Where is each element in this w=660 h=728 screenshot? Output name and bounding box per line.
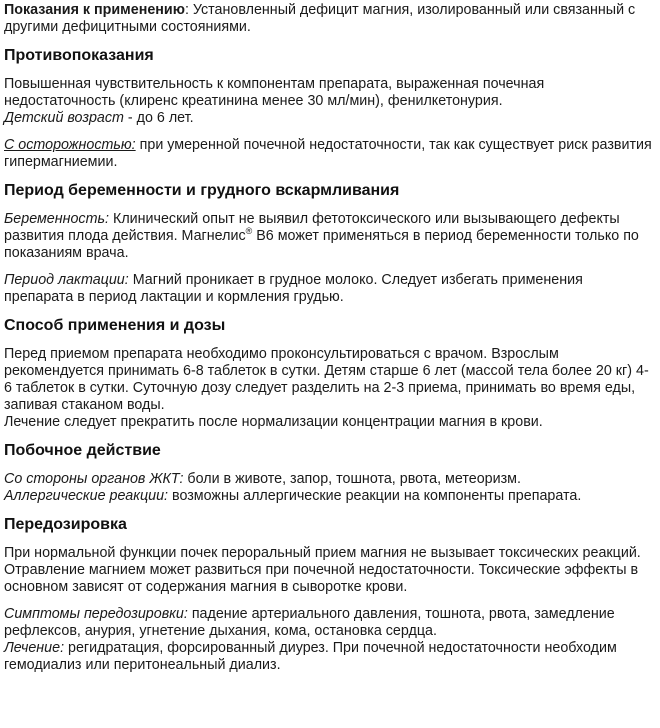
pregnancy-paragraph [4,211,654,262]
child-age-line [4,110,654,127]
allergy-text: возможны аллергические реакции на компоненты препарата. [172,488,582,504]
overdose-heading: Передозировка [4,516,127,533]
contraindications-heading: Противопоказания [4,47,154,64]
treatment-label: Лечение: [4,640,65,656]
symptoms-text: падение артериального давления, тошнота, рвота, замедление рефлексов, анурия, угнетение дыхания, кома, остановка сердца. [4,606,615,639]
overdose-text: При нормальной функции почек пероральный прием магния не вызывает токсических реакций. Отравление магнием может развиться при почечной недостаточности. Токсические эффекты в основном зависят от содержания магния в сыворотке крови. [4,545,641,595]
side-effects-heading: Побочное действие [4,442,161,459]
allergy-label: Аллергические реакции: [4,488,169,504]
indications-text: Установленный дефицит магния, изолированный или связанный с другими дефицитными состояниями. [4,2,636,35]
pregnancy-label: Беременность: [4,211,109,227]
caution-label: С осторожностью: [4,137,136,153]
dosage-text-2: Лечение следует прекратить после нормализации концентрации магния в крови. [4,414,543,430]
pregnancy-text-1: Клинический опыт не выявил фетотоксического или вызывающего дефекты развития плода действия. Магнелис [4,211,620,244]
contraindications-text: Повышенная чувствительность к компонентам препарата, выраженная почечная недостаточность (клиренс креатинина менее 30 мл/мин), фенилкетонурия. [4,76,545,109]
gi-line [4,471,654,488]
lactation-text: Магний проникает в грудное молоко. Следует избегать применения препарата в период лактации и кормления грудью. [4,272,583,305]
lactation-paragraph [4,272,654,306]
lactation-label: Период лактации: [4,272,129,288]
symptoms-paragraph [4,606,654,640]
child-age-label: Детский возраст [4,110,124,126]
symptoms-label: Симптомы передозировки: [4,606,188,622]
registered-mark: ® [245,226,253,237]
allergy-line [4,488,654,505]
caution-paragraph [4,137,654,171]
pregnancy-text-2: В6 может применяться в период беременности только по показаниям врача. [4,228,639,261]
indications-paragraph: Показания к применению: Установленный дефицит магния, изолированный или связанный с другими дефицитными состояниями. [4,2,636,35]
treatment-text: регидратация, форсированный диурез. При почечной недостаточности необходим гемодиализ или перитонеальный диализ. [4,640,617,673]
indications-label: Показания к применению [4,2,185,18]
treatment-paragraph [4,640,654,674]
child-age-text: - до 6 лет. [127,110,194,126]
caution-text: при умеренной почечной недостаточности, так как существует риск развития гипермагниемии. [4,137,652,170]
dosage-text: Перед приемом препарата необходимо проконсультироваться с врачом. Взрослым рекомендуется принимать 6-8 таблеток в сутки. Детям старше 6 лет (массой тела более 20 кг) 4-6 таблеток в сутки. Суточную дозу следует разделить на 2-3 приема, принимать во время еды, запивая стаканом воды. [4,346,649,413]
dosage-heading: Способ применения и дозы [4,317,226,334]
gi-text: боли в животе, запор, тошнота, рвота, метеоризм. [187,471,521,487]
pregnancy-heading: Период беременности и грудного вскармливания [4,182,400,199]
gi-label: Со стороны органов ЖКТ: [4,471,184,487]
